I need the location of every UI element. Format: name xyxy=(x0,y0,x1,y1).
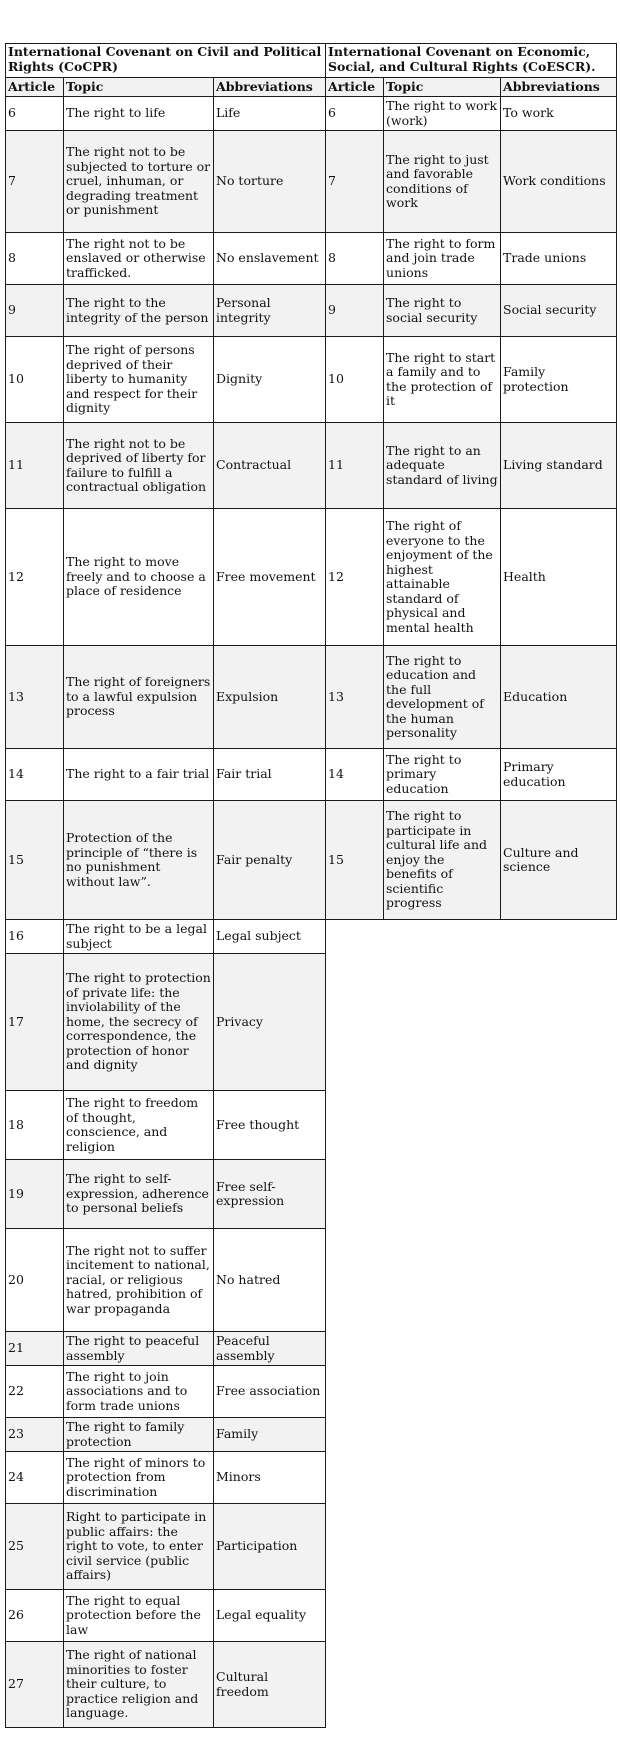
empty-cell xyxy=(326,1229,617,1332)
economic-abbreviation-cell: Primary education xyxy=(501,749,617,801)
economic-article-cell: 8 xyxy=(326,233,384,285)
civil-article-cell: 8 xyxy=(6,233,64,285)
civil-article-cell: 14 xyxy=(6,749,64,801)
civil-topic-cell: The right to peaceful assembly xyxy=(64,1332,214,1366)
civil-article-cell: 7 xyxy=(6,131,64,233)
civil-article-cell: 9 xyxy=(6,285,64,337)
civil-abbreviation-cell: Free self-expression xyxy=(214,1160,326,1229)
table-body xyxy=(6,97,617,1728)
civil-covenant-title: International Covenant on Civil and Political Rights (CoCPR) xyxy=(6,44,326,78)
civil-article-cell: 19 xyxy=(6,1160,64,1229)
economic-topic-cell: The right of everyone to the enjoyment of the highest attainable standard of physical and mental health xyxy=(384,509,501,646)
economic-topic-header: Topic xyxy=(384,78,501,97)
civil-article-cell: 26 xyxy=(6,1590,64,1642)
table-row xyxy=(6,1366,617,1418)
economic-abbreviation-cell: Health xyxy=(501,509,617,646)
covenant-rights-table xyxy=(5,43,617,1728)
civil-abbreviation-cell: Life xyxy=(214,97,326,131)
table-row xyxy=(6,337,617,423)
civil-abbreviation-cell: No hatred xyxy=(214,1229,326,1332)
civil-topic-cell: The right not to be subjected to torture or cruel, inhuman, or degrading treatment or punishment xyxy=(64,131,214,233)
empty-cell xyxy=(326,1366,617,1418)
empty-cell xyxy=(326,954,617,1091)
civil-topic-cell: The right to move freely and to choose a place of residence xyxy=(64,509,214,646)
rights-table-container xyxy=(5,43,617,1728)
civil-article-cell: 11 xyxy=(6,423,64,509)
economic-abbreviation-cell: To work xyxy=(501,97,617,131)
economic-article-header: Article xyxy=(326,78,384,97)
economic-topic-cell: The right to start a family and to the protection of it xyxy=(384,337,501,423)
table-row xyxy=(6,285,617,337)
economic-abbreviation-cell: Living standard xyxy=(501,423,617,509)
civil-topic-header: Topic xyxy=(64,78,214,97)
table-row xyxy=(6,801,617,920)
table-row xyxy=(6,749,617,801)
table-row xyxy=(6,1418,617,1452)
table-row xyxy=(6,1091,617,1160)
civil-abbreviation-cell: Cultural freedom xyxy=(214,1642,326,1728)
economic-abbreviation-cell: Culture and science xyxy=(501,801,617,920)
table-row xyxy=(6,233,617,285)
civil-topic-cell: The right to be a legal subject xyxy=(64,920,214,954)
civil-article-cell: 10 xyxy=(6,337,64,423)
column-header-row xyxy=(6,78,617,97)
civil-abbreviation-cell: Expulsion xyxy=(214,646,326,749)
economic-article-cell: 9 xyxy=(326,285,384,337)
civil-article-cell: 24 xyxy=(6,1452,64,1504)
civil-abbreviation-cell: Free movement xyxy=(214,509,326,646)
civil-topic-cell: The right to equal protection before the law xyxy=(64,1590,214,1642)
empty-cell xyxy=(326,1642,617,1728)
civil-topic-cell: The right to the integrity of the person xyxy=(64,285,214,337)
civil-abbreviation-cell: Legal equality xyxy=(214,1590,326,1642)
civil-article-cell: 23 xyxy=(6,1418,64,1452)
economic-abbreviations-header: Abbreviations xyxy=(501,78,617,97)
civil-abbreviation-cell: Peaceful assembly xyxy=(214,1332,326,1366)
empty-cell xyxy=(326,920,617,954)
civil-article-cell: 21 xyxy=(6,1332,64,1366)
civil-abbreviation-cell: Free association xyxy=(214,1366,326,1418)
civil-topic-cell: The right not to be deprived of liberty for failure to fulfill a contractual obligation xyxy=(64,423,214,509)
civil-abbreviation-cell: Free thought xyxy=(214,1091,326,1160)
economic-topic-cell: The right to participate in cultural life and enjoy the benefits of scientific progress xyxy=(384,801,501,920)
economic-topic-cell: The right to work (work) xyxy=(384,97,501,131)
table-row xyxy=(6,1452,617,1504)
economic-topic-cell: The right to an adequate standard of living xyxy=(384,423,501,509)
economic-topic-cell: The right to social security xyxy=(384,285,501,337)
civil-topic-cell: Protection of the principle of “there is no punishment without law”. xyxy=(64,801,214,920)
civil-article-cell: 25 xyxy=(6,1504,64,1590)
civil-topic-cell: The right to self-expression, adherence to personal beliefs xyxy=(64,1160,214,1229)
table-row xyxy=(6,131,617,233)
civil-abbreviation-cell: No torture xyxy=(214,131,326,233)
economic-abbreviation-cell: Education xyxy=(501,646,617,749)
economic-topic-cell: The right to education and the full development of the human personality xyxy=(384,646,501,749)
civil-topic-cell: The right of foreigners to a lawful expulsion process xyxy=(64,646,214,749)
civil-article-cell: 13 xyxy=(6,646,64,749)
civil-article-cell: 12 xyxy=(6,509,64,646)
civil-abbreviation-cell: Legal subject xyxy=(214,920,326,954)
table-row xyxy=(6,954,617,1091)
economic-topic-cell: The right to primary education xyxy=(384,749,501,801)
civil-topic-cell: The right to protection of private life: the inviolability of the home, the secrecy of correspondence, the protection of honor and dignity xyxy=(64,954,214,1091)
economic-covenant-title: International Covenant on Economic, Social, and Cultural Rights (CoESCR). xyxy=(326,44,617,78)
civil-abbreviation-cell: Contractual xyxy=(214,423,326,509)
civil-article-cell: 17 xyxy=(6,954,64,1091)
civil-abbreviation-cell: Family xyxy=(214,1418,326,1452)
civil-topic-cell: The right of persons deprived of their liberty to humanity and respect for their dignity xyxy=(64,337,214,423)
civil-article-cell: 27 xyxy=(6,1642,64,1728)
economic-abbreviation-cell: Social security xyxy=(501,285,617,337)
civil-topic-cell: The right to a fair trial xyxy=(64,749,214,801)
civil-topic-cell: The right to freedom of thought, conscience, and religion xyxy=(64,1091,214,1160)
economic-article-cell: 10 xyxy=(326,337,384,423)
civil-topic-cell: The right to join associations and to form trade unions xyxy=(64,1366,214,1418)
civil-article-cell: 22 xyxy=(6,1366,64,1418)
civil-abbreviation-cell: Minors xyxy=(214,1452,326,1504)
economic-article-cell: 12 xyxy=(326,509,384,646)
economic-article-cell: 15 xyxy=(326,801,384,920)
economic-topic-cell: The right to just and favorable conditions of work xyxy=(384,131,501,233)
civil-topic-cell: The right not to suffer incitement to national, racial, or religious hatred, prohibition of war propaganda xyxy=(64,1229,214,1332)
civil-topic-cell: The right to family protection xyxy=(64,1418,214,1452)
economic-article-cell: 13 xyxy=(326,646,384,749)
empty-cell xyxy=(326,1418,617,1452)
civil-article-cell: 16 xyxy=(6,920,64,954)
civil-abbreviations-header: Abbreviations xyxy=(214,78,326,97)
table-row xyxy=(6,646,617,749)
table-row xyxy=(6,1504,617,1590)
empty-cell xyxy=(326,1091,617,1160)
civil-topic-cell: The right of national minorities to foster their culture, to practice religion and language. xyxy=(64,1642,214,1728)
empty-cell xyxy=(326,1332,617,1366)
empty-cell xyxy=(326,1590,617,1642)
civil-topic-cell: The right to life xyxy=(64,97,214,131)
economic-abbreviation-cell: Family protection xyxy=(501,337,617,423)
empty-cell xyxy=(326,1160,617,1229)
civil-abbreviation-cell: Fair trial xyxy=(214,749,326,801)
economic-article-cell: 6 xyxy=(326,97,384,131)
table-row xyxy=(6,1642,617,1728)
civil-abbreviation-cell: Personal integrity xyxy=(214,285,326,337)
civil-article-cell: 6 xyxy=(6,97,64,131)
civil-abbreviation-cell: Fair penalty xyxy=(214,801,326,920)
civil-abbreviation-cell: No enslavement xyxy=(214,233,326,285)
economic-abbreviation-cell: Trade unions xyxy=(501,233,617,285)
civil-article-header: Article xyxy=(6,78,64,97)
table-row xyxy=(6,97,617,131)
table-row xyxy=(6,1229,617,1332)
civil-topic-cell: Right to participate in public affairs: the right to vote, to enter civil service (public affairs) xyxy=(64,1504,214,1590)
covenant-header-row xyxy=(6,44,617,78)
table-row xyxy=(6,920,617,954)
civil-article-cell: 20 xyxy=(6,1229,64,1332)
table-row xyxy=(6,509,617,646)
civil-abbreviation-cell: Privacy xyxy=(214,954,326,1091)
economic-abbreviation-cell: Work conditions xyxy=(501,131,617,233)
economic-article-cell: 11 xyxy=(326,423,384,509)
civil-article-cell: 15 xyxy=(6,801,64,920)
civil-article-cell: 18 xyxy=(6,1091,64,1160)
civil-topic-cell: The right not to be enslaved or otherwise trafficked. xyxy=(64,233,214,285)
economic-article-cell: 7 xyxy=(326,131,384,233)
table-row xyxy=(6,1590,617,1642)
civil-abbreviation-cell: Participation xyxy=(214,1504,326,1590)
table-row xyxy=(6,1332,617,1366)
civil-abbreviation-cell: Dignity xyxy=(214,337,326,423)
table-row xyxy=(6,1160,617,1229)
table-row xyxy=(6,423,617,509)
civil-topic-cell: The right of minors to protection from discrimination xyxy=(64,1452,214,1504)
empty-cell xyxy=(326,1452,617,1504)
economic-topic-cell: The right to form and join trade unions xyxy=(384,233,501,285)
economic-article-cell: 14 xyxy=(326,749,384,801)
empty-cell xyxy=(326,1504,617,1590)
